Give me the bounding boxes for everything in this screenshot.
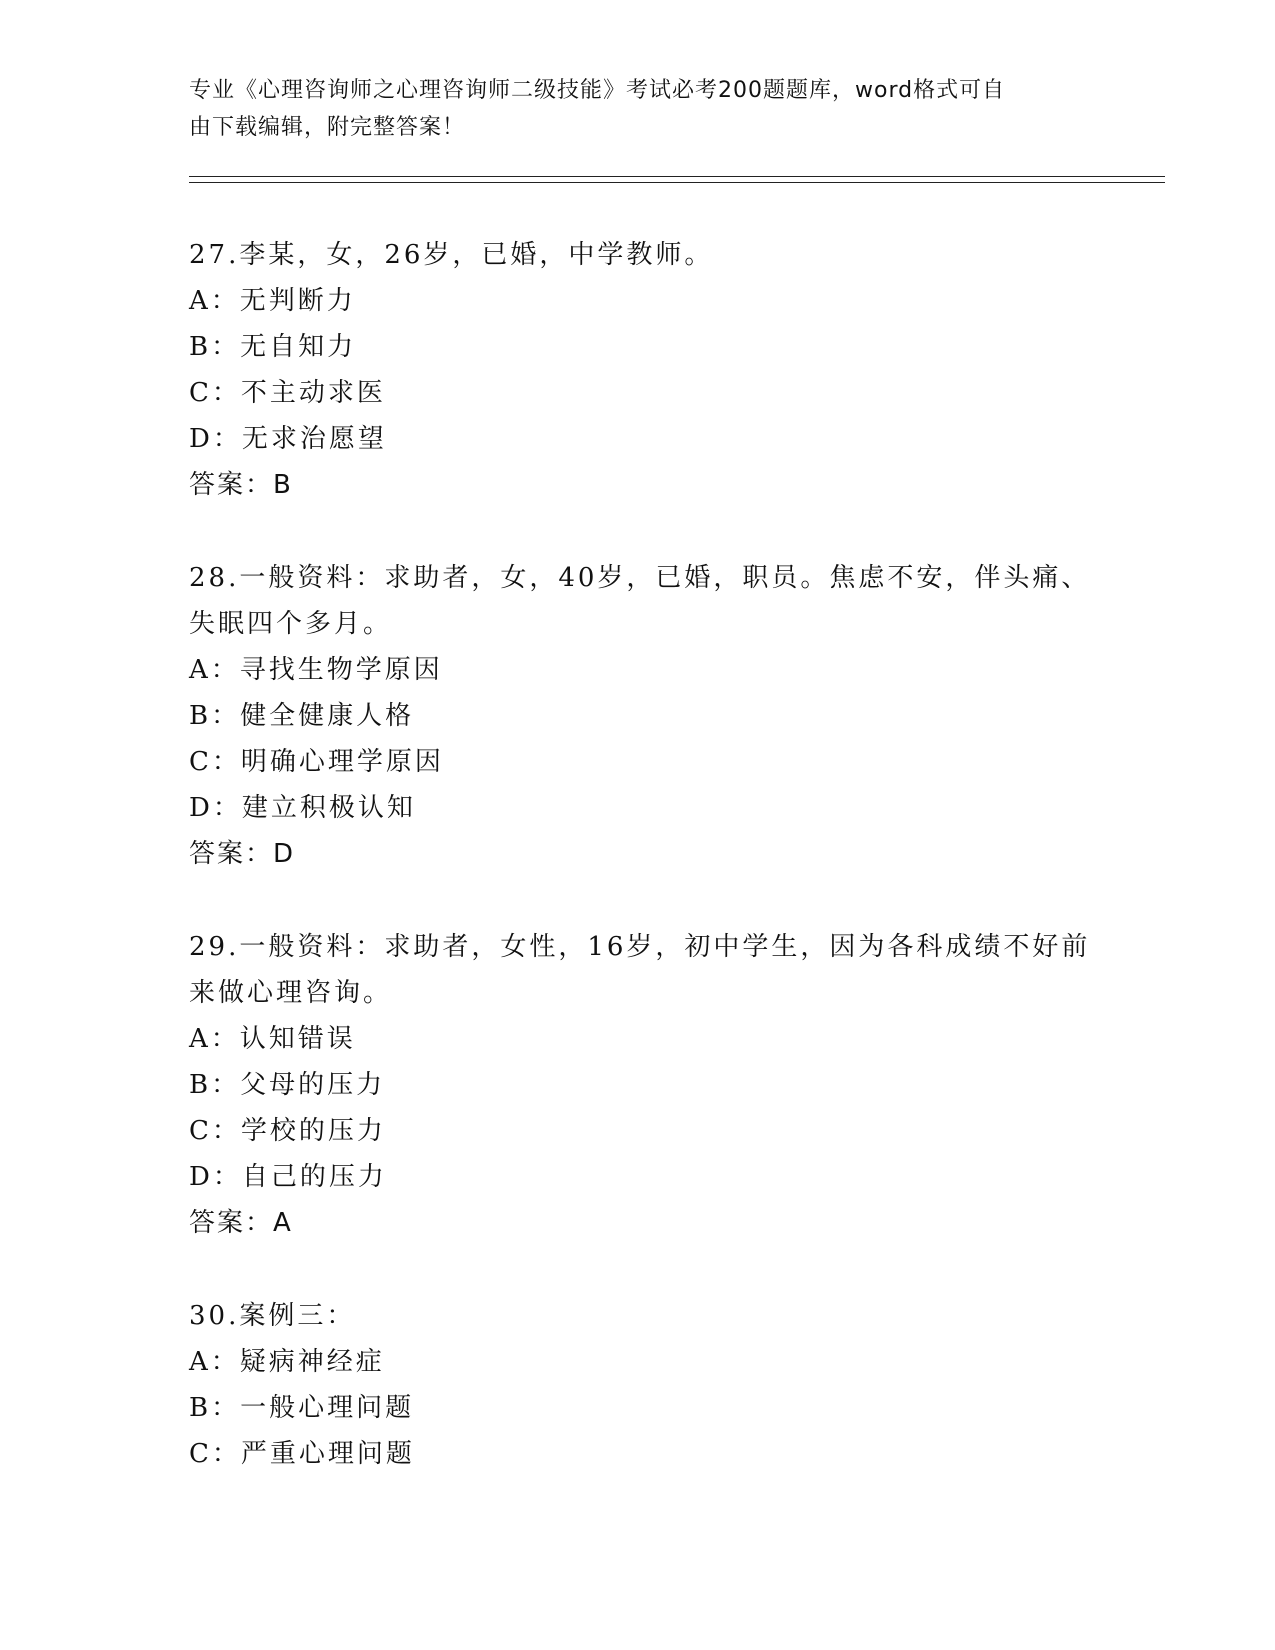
question-stem-line: 27.李某，女，26岁，已婚，中学教师。 <box>189 240 714 270</box>
option-b: B：健全健康人格 <box>189 701 415 731</box>
question-stem-line: 30.案例三： <box>189 1301 356 1331</box>
question-stem-line: 来做心理咨询。 <box>189 978 393 1008</box>
option-c: C：严重心理问题 <box>189 1439 415 1469</box>
option-d: D：自己的压力 <box>189 1162 387 1192</box>
option-c: C：明确心理学原因 <box>189 747 444 777</box>
question-28 <box>189 555 1089 877</box>
option-b: B：一般心理问题 <box>189 1393 415 1423</box>
option-c: C：不主动求医 <box>189 378 386 408</box>
option-d: D：无求治愿望 <box>189 424 387 454</box>
answer-line: 答案：D <box>189 839 296 869</box>
question-stem-line: 28.一般资料：求助者，女，40岁，已婚，职员。焦虑不安，伴头痛、 <box>189 563 1091 593</box>
question-27 <box>189 232 1089 508</box>
question-29 <box>189 924 1089 1246</box>
document-header <box>189 72 1089 146</box>
option-b: B：无自知力 <box>189 332 357 362</box>
option-a: A：认知错误 <box>189 1024 356 1054</box>
question-stem-line: 29.一般资料：求助者，女性，16岁，初中学生，因为各科成绩不好前 <box>189 932 1091 962</box>
option-c: C：学校的压力 <box>189 1116 386 1146</box>
option-d: D：建立积极认知 <box>189 793 416 823</box>
header-divider-bottom <box>189 182 1165 183</box>
header-line-2: 由下载编辑，附完整答案！ <box>189 115 466 140</box>
question-stem <box>189 555 1089 647</box>
option-b: B：父母的压力 <box>189 1070 386 1100</box>
question-stem <box>189 924 1089 1016</box>
question-30 <box>189 1293 1089 1477</box>
option-a: A：无判断力 <box>189 286 356 316</box>
header-divider-top <box>189 176 1165 177</box>
option-a: A：疑病神经症 <box>189 1347 385 1377</box>
answer-line: 答案：A <box>189 1208 293 1238</box>
question-stem <box>189 232 1089 278</box>
option-a: A：寻找生物学原因 <box>189 655 443 685</box>
answer-line: 答案：B <box>189 470 293 500</box>
question-list <box>189 232 1089 1524</box>
question-stem-line: 失眠四个多月。 <box>189 609 393 639</box>
header-line-1: 专业《心理咨询师之心理咨询师二级技能》考试必考200题题库，word格式可自 <box>189 78 1006 103</box>
question-stem <box>189 1293 1089 1339</box>
